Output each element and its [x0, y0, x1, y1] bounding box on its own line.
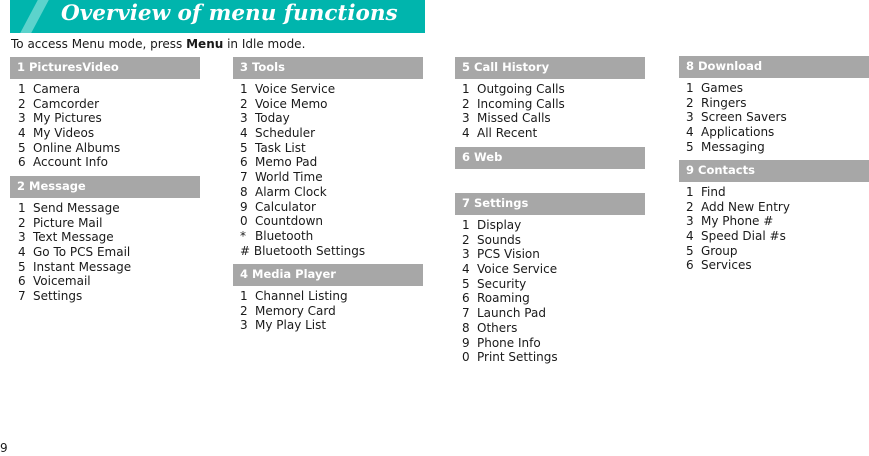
menu-item-number: 5 [18, 259, 26, 274]
menu-item-number: 4 [686, 125, 694, 140]
menu-item-number: 2 [686, 199, 694, 214]
menu-item [240, 126, 365, 141]
menu-item [240, 304, 348, 319]
menu-item-number: 7 [240, 170, 248, 185]
menu-item-label: Camera [33, 82, 81, 96]
menu-item-number: 3 [686, 110, 694, 125]
menu-item-number: * [240, 228, 246, 243]
menu-item [686, 258, 790, 273]
menu-item [462, 336, 558, 351]
menu-item-number: 5 [462, 276, 470, 291]
menu-item-label: Settings [33, 289, 83, 304]
menu-list-pictures-video [18, 82, 120, 170]
menu-item-label: Security [477, 276, 527, 291]
menu-item [462, 82, 565, 97]
menu-item-number: 3 [18, 230, 26, 245]
menu-item-number: 5 [686, 139, 694, 154]
menu-header-contacts: 9 Contacts [679, 160, 869, 182]
menu-item-number: 3 [462, 111, 470, 126]
menu-item-label: Games [701, 81, 743, 95]
menu-item-label: Voice Service [477, 262, 558, 277]
menu-item [18, 245, 131, 260]
menu-item-number: 1 [686, 81, 694, 95]
menu-item [686, 96, 787, 111]
menu-item-number: 6 [686, 258, 694, 273]
menu-item-number: 6 [240, 155, 248, 170]
menu-item-label: Online Albums [33, 140, 121, 155]
menu-item-label: My Pictures [33, 111, 102, 126]
intro-key: Menu [186, 37, 224, 51]
menu-item-label: Instant Message [33, 259, 132, 274]
menu-item-label: Camcorder [33, 96, 100, 111]
menu-header-settings: 7 Settings [455, 193, 645, 215]
menu-item-number: 2 [18, 215, 26, 230]
menu-item-number: 4 [18, 126, 26, 141]
menu-item-label: My Play List [255, 318, 327, 333]
menu-item-number: 2 [240, 303, 248, 318]
menu-item [462, 233, 558, 248]
menu-item-number: 4 [18, 245, 26, 260]
menu-item-number: 0 [462, 350, 470, 365]
menu-item [686, 214, 790, 229]
menu-item [240, 200, 365, 215]
menu-item [686, 110, 787, 125]
page-title: Overview of menu functions [61, 1, 398, 26]
menu-item-label: Ringers [701, 95, 747, 110]
menu-item [686, 244, 790, 259]
intro-before: To access Menu mode, press [11, 37, 187, 51]
menu-item-label: Speed Dial #s [701, 229, 786, 244]
menu-list-download [686, 81, 787, 154]
menu-item-number: 1 [240, 82, 248, 96]
menu-item [462, 350, 558, 365]
menu-list-message [18, 201, 131, 304]
menu-item-label: Outgoing Calls [477, 82, 565, 96]
menu-item-label: Scheduler [255, 126, 316, 141]
menu-item-label: Channel Listing [255, 289, 348, 303]
menu-item-number: 4 [686, 229, 694, 244]
menu-item-number: 1 [240, 289, 248, 303]
menu-item-label: Task List [255, 140, 306, 155]
menu-item-number: 4 [462, 126, 470, 141]
banner-stripe-decoration [19, 0, 50, 33]
menu-item [240, 170, 365, 185]
menu-item-label: Applications [701, 125, 775, 140]
menu-item [462, 111, 565, 126]
menu-header-tools: 3 Tools [233, 57, 423, 79]
menu-item-label: Launch Pad [477, 306, 546, 321]
menu-item-number: 3 [686, 214, 694, 229]
menu-item [462, 97, 565, 112]
menu-item [462, 126, 565, 141]
menu-item-number: 9 [462, 335, 470, 350]
menu-item-label: Voice Memo [255, 96, 328, 111]
menu-item-label: Screen Savers [701, 110, 787, 125]
menu-item-number: 2 [18, 96, 26, 111]
menu-item [240, 111, 365, 126]
menu-item-label: Go To PCS Email [33, 245, 131, 260]
menu-item [462, 218, 558, 233]
menu-item-label: PCS Vision [477, 247, 540, 262]
menu-item-label: Others [477, 320, 518, 335]
menu-header-media-player: 4 Media Player [233, 264, 423, 286]
title-banner [10, 0, 425, 33]
menu-list-tools [240, 82, 365, 258]
menu-item [240, 97, 365, 112]
menu-item [240, 82, 365, 97]
menu-item-label: Voicemail [33, 274, 91, 289]
menu-item [462, 321, 558, 336]
menu-item-label: My Videos [33, 126, 95, 141]
menu-item-label: Countdown [255, 214, 324, 229]
menu-item-label: Voice Service [255, 82, 336, 96]
menu-item [18, 111, 120, 126]
menu-item-number: 3 [240, 318, 248, 333]
menu-item-label: Incoming Calls [477, 96, 565, 111]
menu-item-label: Display [477, 218, 522, 232]
menu-list-call-history [462, 82, 565, 141]
menu-item-number: 5 [18, 140, 26, 155]
menu-item-number: 7 [18, 289, 26, 304]
menu-item [686, 185, 790, 200]
menu-item-label: Missed Calls [477, 111, 551, 126]
menu-header-message: 2 Message [10, 176, 200, 198]
menu-item-label: Roaming [477, 291, 530, 306]
menu-item-number: 0 [240, 214, 248, 229]
menu-item [462, 277, 558, 292]
menu-item-label: Services [701, 258, 752, 273]
menu-item [686, 140, 787, 155]
menu-item-number: 5 [686, 243, 694, 258]
menu-item [462, 306, 558, 321]
menu-item [686, 229, 790, 244]
menu-item [18, 274, 131, 289]
menu-item [18, 216, 131, 231]
menu-item-number: 1 [18, 82, 26, 96]
menu-item [240, 214, 365, 229]
menu-item-label: World Time [255, 170, 323, 185]
menu-item-number: 4 [462, 262, 470, 277]
menu-item [686, 125, 787, 140]
menu-item [240, 244, 365, 259]
menu-list-media-player [240, 289, 348, 333]
menu-header-call-history: 5 Call History [455, 57, 645, 79]
menu-item-number: 8 [462, 320, 470, 335]
menu-item-number: 1 [462, 218, 470, 232]
menu-item-number: 7 [462, 306, 470, 321]
menu-item-label: My Phone # [701, 214, 774, 229]
menu-item-label: Send Message [33, 201, 120, 215]
menu-item-label: All Recent [477, 126, 538, 141]
menu-item [18, 155, 120, 170]
menu-item [18, 289, 131, 304]
menu-item-label: Group [701, 243, 738, 258]
menu-item [240, 155, 365, 170]
menu-item-label: Calculator [255, 199, 316, 214]
menu-item-number: 2 [462, 96, 470, 111]
intro-after: in Idle mode. [223, 37, 306, 51]
menu-item-number: 1 [686, 185, 694, 199]
menu-header-download: 8 Download [679, 56, 869, 78]
menu-item [240, 185, 365, 200]
menu-item-label: Phone Info [477, 335, 541, 350]
menu-item-number: 8 [240, 184, 248, 199]
menu-item [18, 82, 120, 97]
menu-item-number: 2 [240, 96, 248, 111]
menu-item [18, 141, 120, 156]
menu-list-contacts [686, 185, 790, 273]
menu-item-number: 1 [18, 201, 26, 215]
menu-item-label: # Bluetooth Settings [240, 243, 366, 258]
menu-list-settings [462, 218, 558, 365]
menu-item-number: 2 [462, 232, 470, 247]
menu-item-label: Print Settings [477, 350, 558, 365]
menu-header-web: 6 Web [455, 147, 645, 169]
menu-item-number: 6 [18, 274, 26, 289]
menu-item [240, 318, 348, 333]
menu-item-number: 3 [240, 111, 248, 126]
menu-item [462, 291, 558, 306]
menu-item-number: 3 [18, 111, 26, 126]
menu-item-label: Bluetooth [255, 228, 314, 243]
menu-item-number: 9 [240, 199, 248, 214]
menu-item-number: 5 [240, 140, 248, 155]
menu-item-label: Memory Card [255, 303, 336, 318]
menu-item [240, 141, 365, 156]
menu-item-label: Messaging [701, 139, 765, 154]
menu-item-number: 1 [462, 82, 470, 96]
menu-item-label: Today [255, 111, 290, 126]
menu-item [18, 201, 131, 216]
menu-item [240, 229, 365, 244]
menu-item-label: Sounds [477, 232, 522, 247]
menu-item [18, 97, 120, 112]
menu-item-label: Account Info [33, 155, 108, 170]
menu-item-label: Add New Entry [701, 199, 790, 214]
menu-item [18, 260, 131, 275]
menu-item-number: 6 [18, 155, 26, 170]
menu-item [240, 289, 348, 304]
menu-item-number: 6 [462, 291, 470, 306]
menu-header-pictures-video: 1 PicturesVideo [10, 57, 200, 79]
menu-item-number: 4 [240, 126, 248, 141]
menu-item-label: Picture Mail [33, 215, 103, 230]
menu-item-number: 3 [462, 247, 470, 262]
menu-item-label: Alarm Clock [255, 184, 327, 199]
menu-item-number: 2 [686, 95, 694, 110]
menu-item-label: Memo Pad [255, 155, 318, 170]
menu-item [18, 126, 120, 141]
menu-item [462, 247, 558, 262]
menu-item [18, 230, 131, 245]
menu-item-label: Text Message [33, 230, 114, 245]
menu-item-label: Find [701, 185, 726, 199]
intro-text [11, 37, 305, 51]
menu-item [686, 200, 790, 215]
page-number: 9 [0, 441, 8, 455]
menu-item [462, 262, 558, 277]
menu-item [686, 81, 787, 96]
